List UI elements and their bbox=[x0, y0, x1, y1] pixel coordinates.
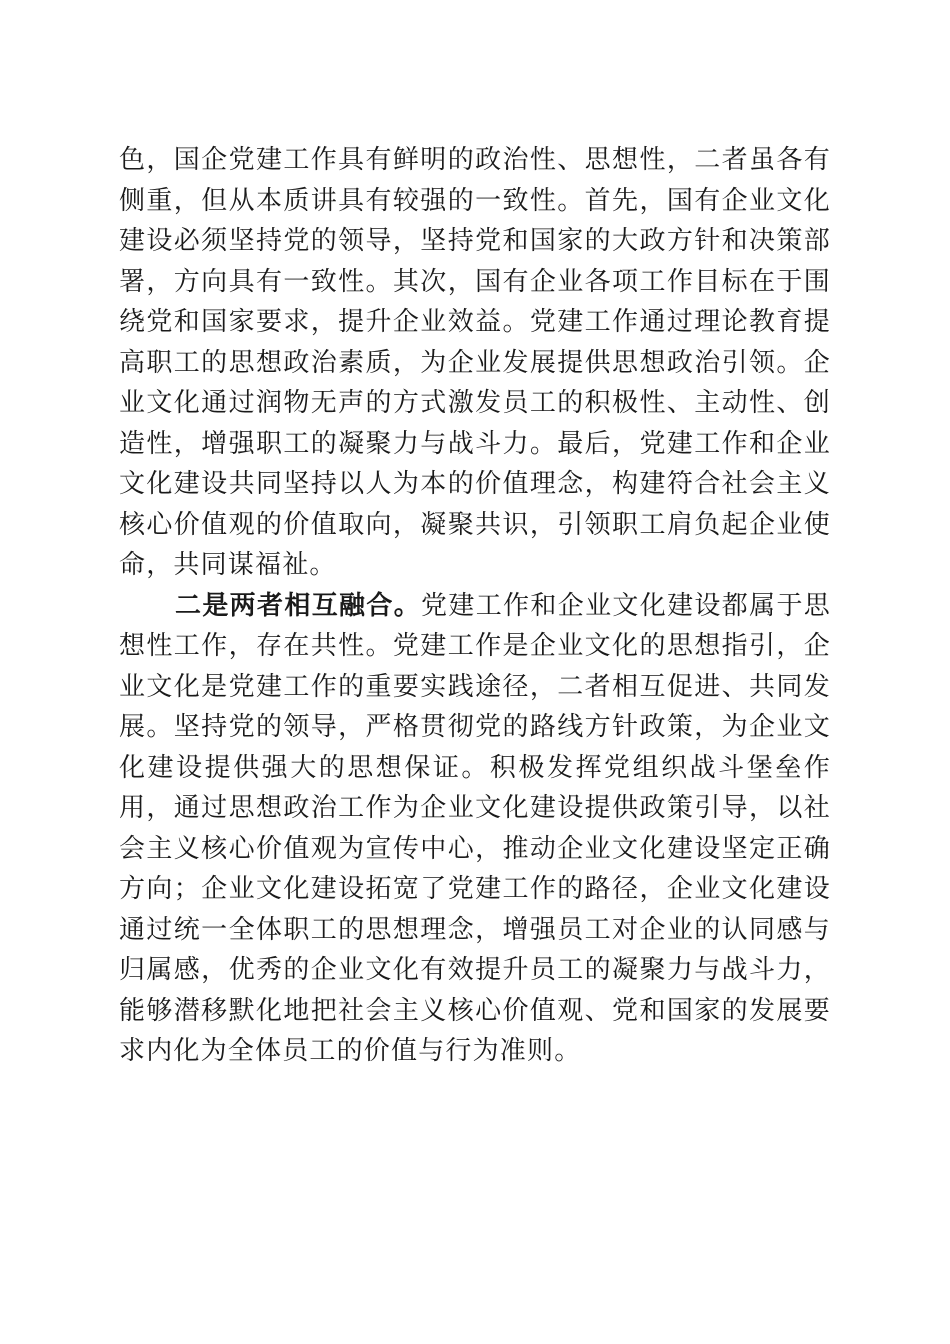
paragraph-consistency: 色，国企党建工作具有鲜明的政治性、思想性，二者虽各有侧重，但从本质讲具有较强的一致性。首先，国有企业文化建设必须坚持党的领导，坚持党和国家的大政方针和决策部署，方向具有一致性。其次，国有企业各项工作目标在于围绕党和国家要求，提升企业效益。党建工作通过理论教育提高职工的思想政治素质，为企业发展提供思想政治引领。企业文化通过润物无声的方式激发员工的积极性、主动性、创造性，增强职工的凝聚力与战斗力。最后，党建工作和企业文化建设共同坚持以人为本的价值理念，构建符合社会主义核心价值观的价值取向，凝聚共识，引领职工肩负起企业使命，共同谋福祉。 bbox=[119, 145, 831, 580]
document-body bbox=[119, 140, 831, 1072]
paragraph-lead-heading: 二是两者相互融合。 bbox=[175, 590, 422, 621]
paragraph-integration-text: 党建工作和企业文化建设都属于思想性工作，存在共性。党建工作是企业文化的思想指引，企业文化是党建工作的重要实践途径，二者相互促进、共同发展。坚持党的领导，严格贯彻党的路线方针政策，为企业文化建设提供强大的思想保证。积极发挥党组织战斗堡垒作用，通过思想政治工作为企业文化建设提供政策引导，以社会主义核心价值观为宣传中心，推动企业文化建设坚定正确方向；企业文化建设拓宽了党建工作的路径，企业文化建设通过统一全体职工的思想理念，增强员工对企业的认同感与归属感，优秀的企业文化有效提升员工的凝聚力与战斗力，能够潜移默化地把社会主义核心价值观、党和国家的发展要求内化为全体员工的价值与行为准则。 bbox=[119, 590, 831, 1066]
paragraph-integration bbox=[119, 586, 831, 1072]
